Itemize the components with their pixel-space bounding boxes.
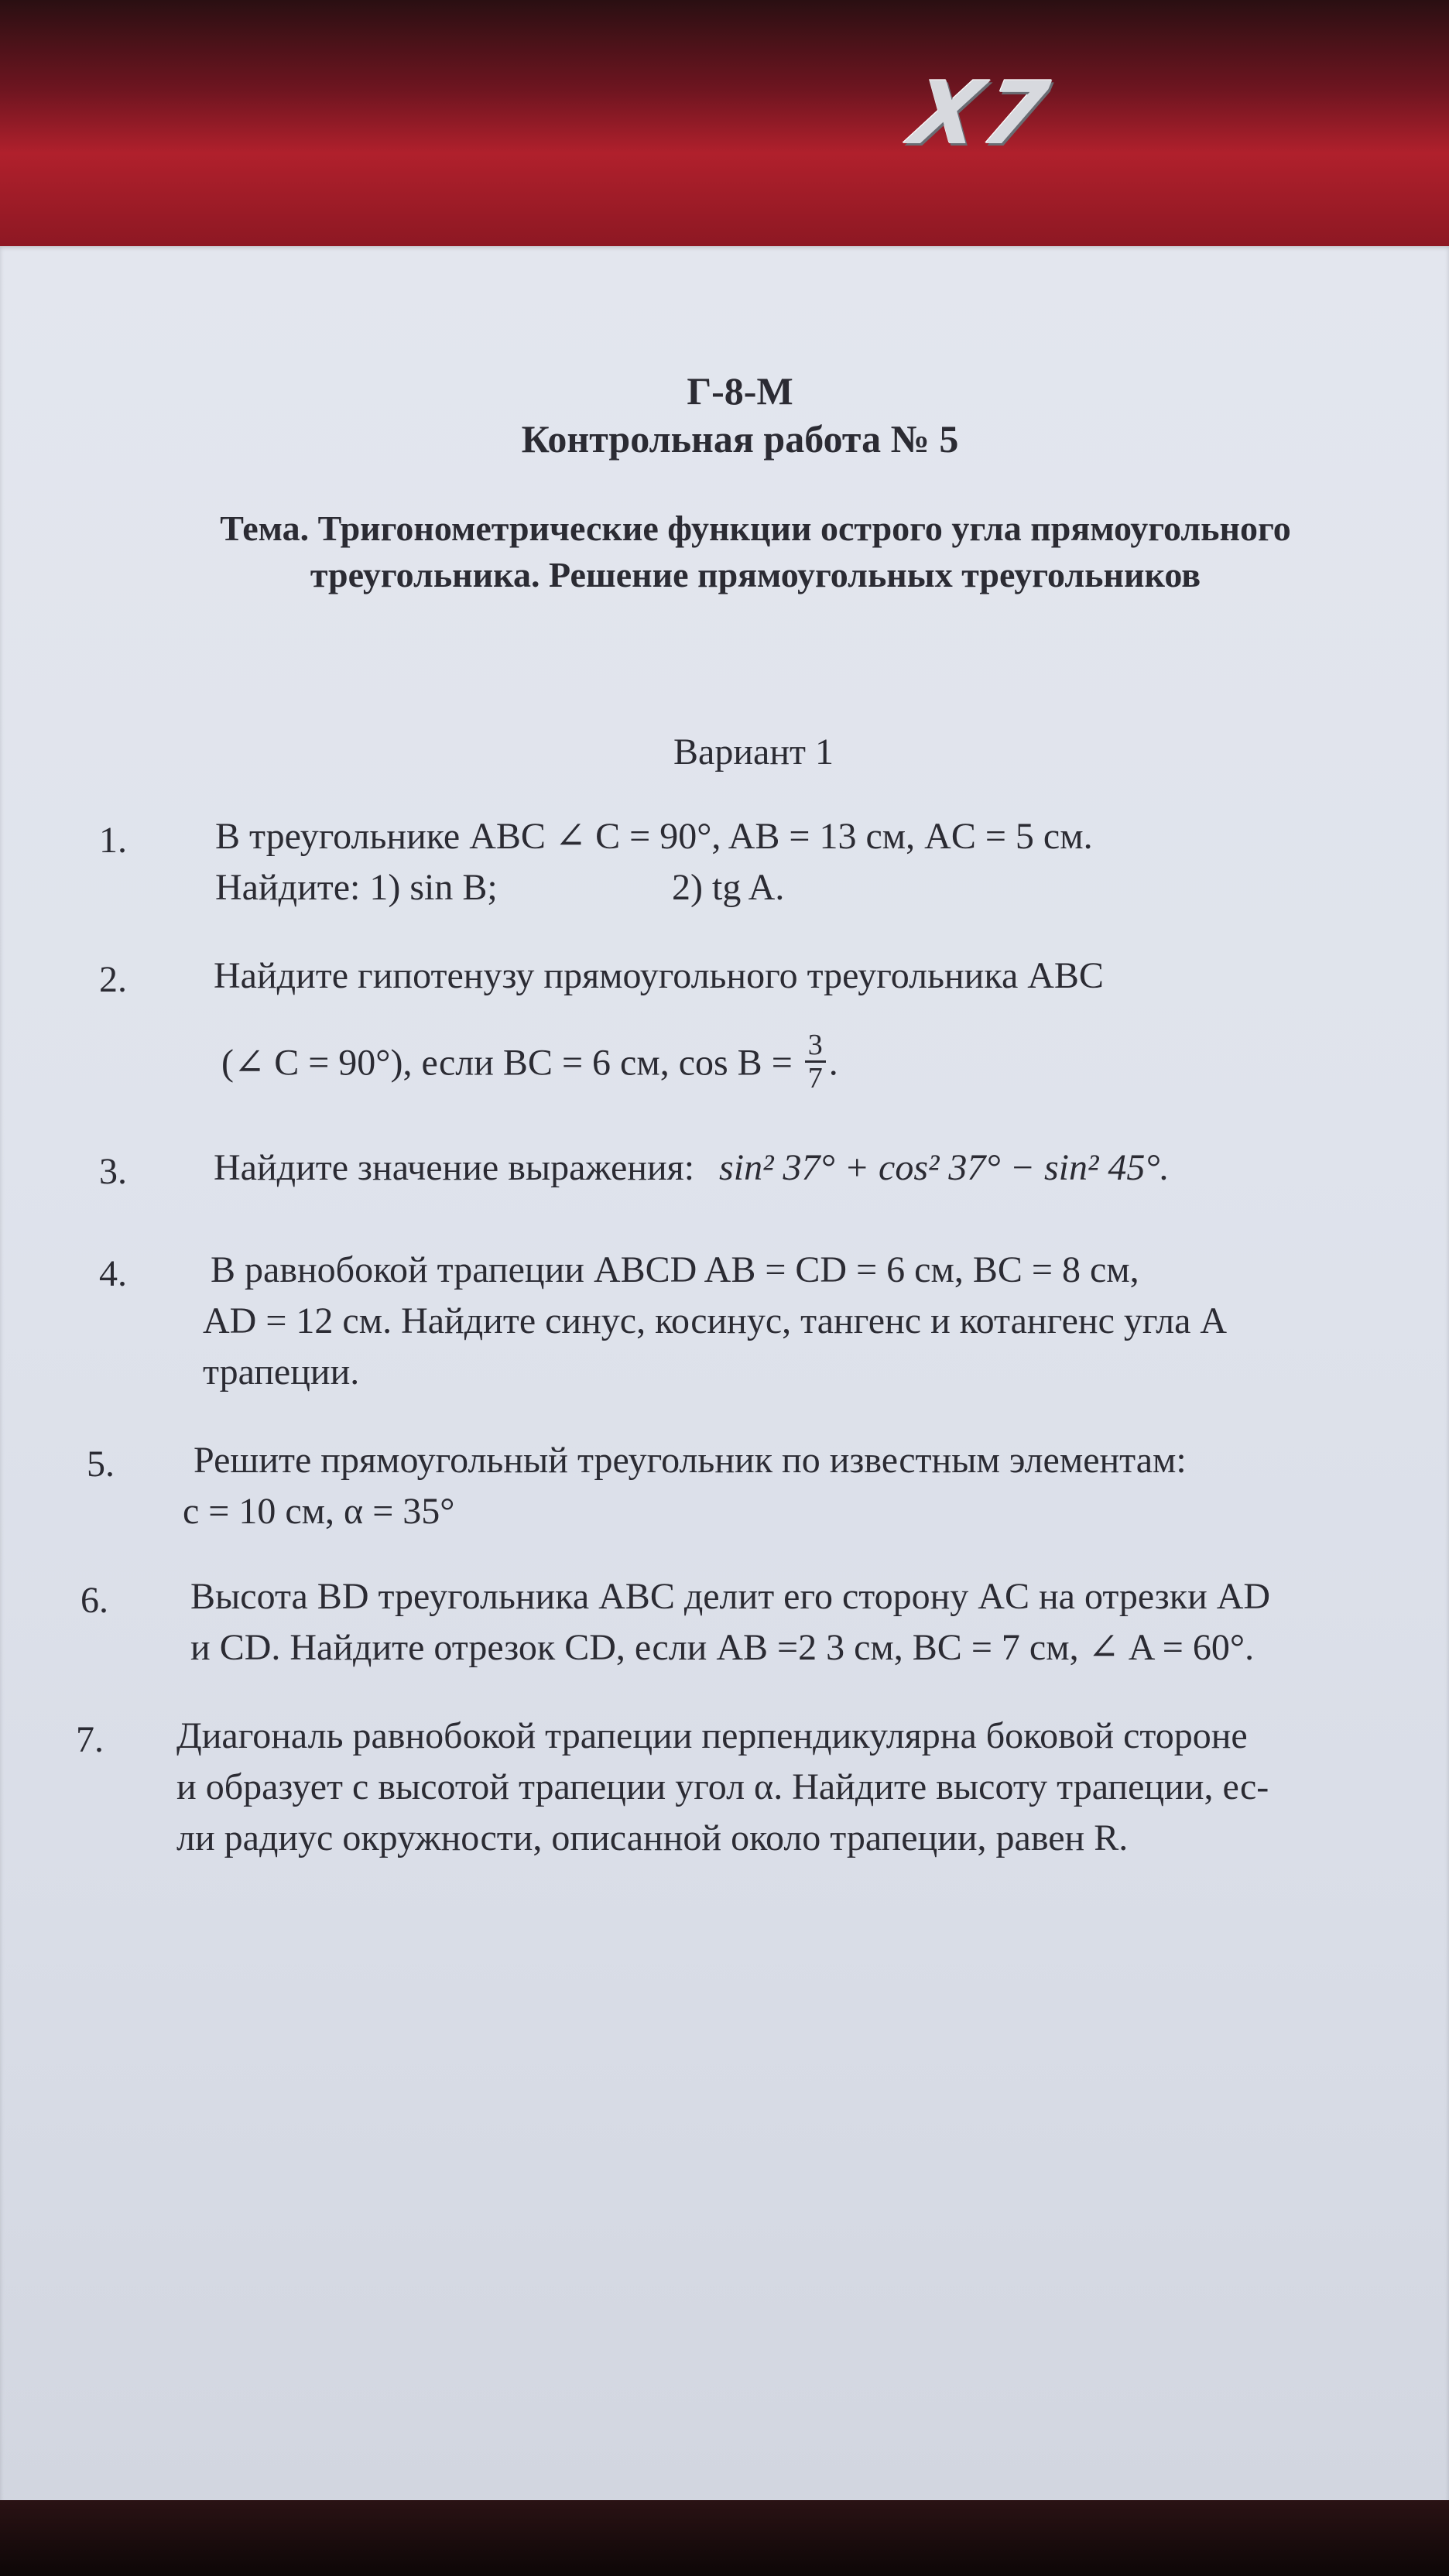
background-bottom	[0, 2500, 1449, 2576]
x7-logo: X7	[903, 63, 1061, 164]
topic-line-1: Тема. Тригонометрические функции острого угла прямоугольного	[220, 509, 1291, 548]
task-text-line: В треугольнике ABC ∠ C = 90°, AB = 13 см, AC = 5 см.	[215, 816, 1093, 857]
task-text-line: и образует с высотой трапеции угол α. Найдите высоту трапеции, ес-	[176, 1766, 1269, 1807]
background-top	[0, 0, 1449, 255]
task-text-line: Найдите: 1) sin B;	[215, 867, 498, 908]
task-text-line: Высота BD треугольника ABC делит его сторону AC на отрезки AD	[190, 1576, 1271, 1617]
math-expression: sin² 37° + cos² 37° − sin² 45°.	[719, 1147, 1170, 1188]
fraction-numerator: 3	[805, 1029, 826, 1063]
task-number: 3.	[99, 1151, 127, 1192]
task-number: 6.	[80, 1580, 108, 1621]
fraction-denominator: 7	[807, 1062, 823, 1094]
task-number: 2.	[99, 959, 127, 1000]
task-number: 7.	[76, 1719, 104, 1760]
task-text-line	[221, 1029, 838, 1098]
task-text-line: AD = 12 см. Найдите синус, косинус, тангенс и котангенс угла A	[203, 1300, 1228, 1341]
topic-heading	[31, 505, 1449, 598]
task-text-line: В равнобокой трапеции ABCD AB = CD = 6 см, BC = 8 см,	[211, 1249, 1139, 1290]
document-code: Г-8-М	[687, 369, 793, 413]
task-text-line: трапеции.	[203, 1351, 360, 1392]
topic-line-2: треугольника. Решение прямоугольных треугольников	[310, 555, 1201, 594]
task-text-line: и CD. Найдите отрезок CD, если AB =2 3 см, BC = 7 см, ∠ A = 60°.	[190, 1627, 1255, 1668]
task-text-line: ли радиус окружности, описанной около трапеции, равен R.	[176, 1817, 1129, 1858]
task-text-line: Найдите гипотенузу прямоугольного треугольника ABC	[214, 955, 1104, 996]
task-number: 4.	[99, 1253, 127, 1294]
task-text: (∠ C = 90°), если BC = 6 см, cos B =	[221, 1042, 793, 1084]
task-text-line	[214, 1142, 1170, 1194]
task-text-line: 2) tg A.	[672, 867, 785, 908]
task-number: 5.	[87, 1444, 115, 1485]
task-text: Найдите значение выражения:	[214, 1147, 695, 1188]
paper-sheet	[0, 246, 1449, 2506]
fraction	[805, 1029, 826, 1094]
task-text-line: c = 10 см, α = 35°	[183, 1491, 455, 1532]
task-text-line: Диагональ равнобокой трапеции перпендикулярна боковой стороне	[176, 1715, 1248, 1756]
document-title: Контрольная работа № 5	[521, 417, 959, 461]
variant-label: Вариант 1	[673, 731, 834, 772]
task-text: .	[828, 1042, 838, 1084]
task-number: 1.	[99, 820, 127, 861]
task-text-line: Решите прямоугольный треугольник по известным элементам:	[194, 1440, 1187, 1481]
